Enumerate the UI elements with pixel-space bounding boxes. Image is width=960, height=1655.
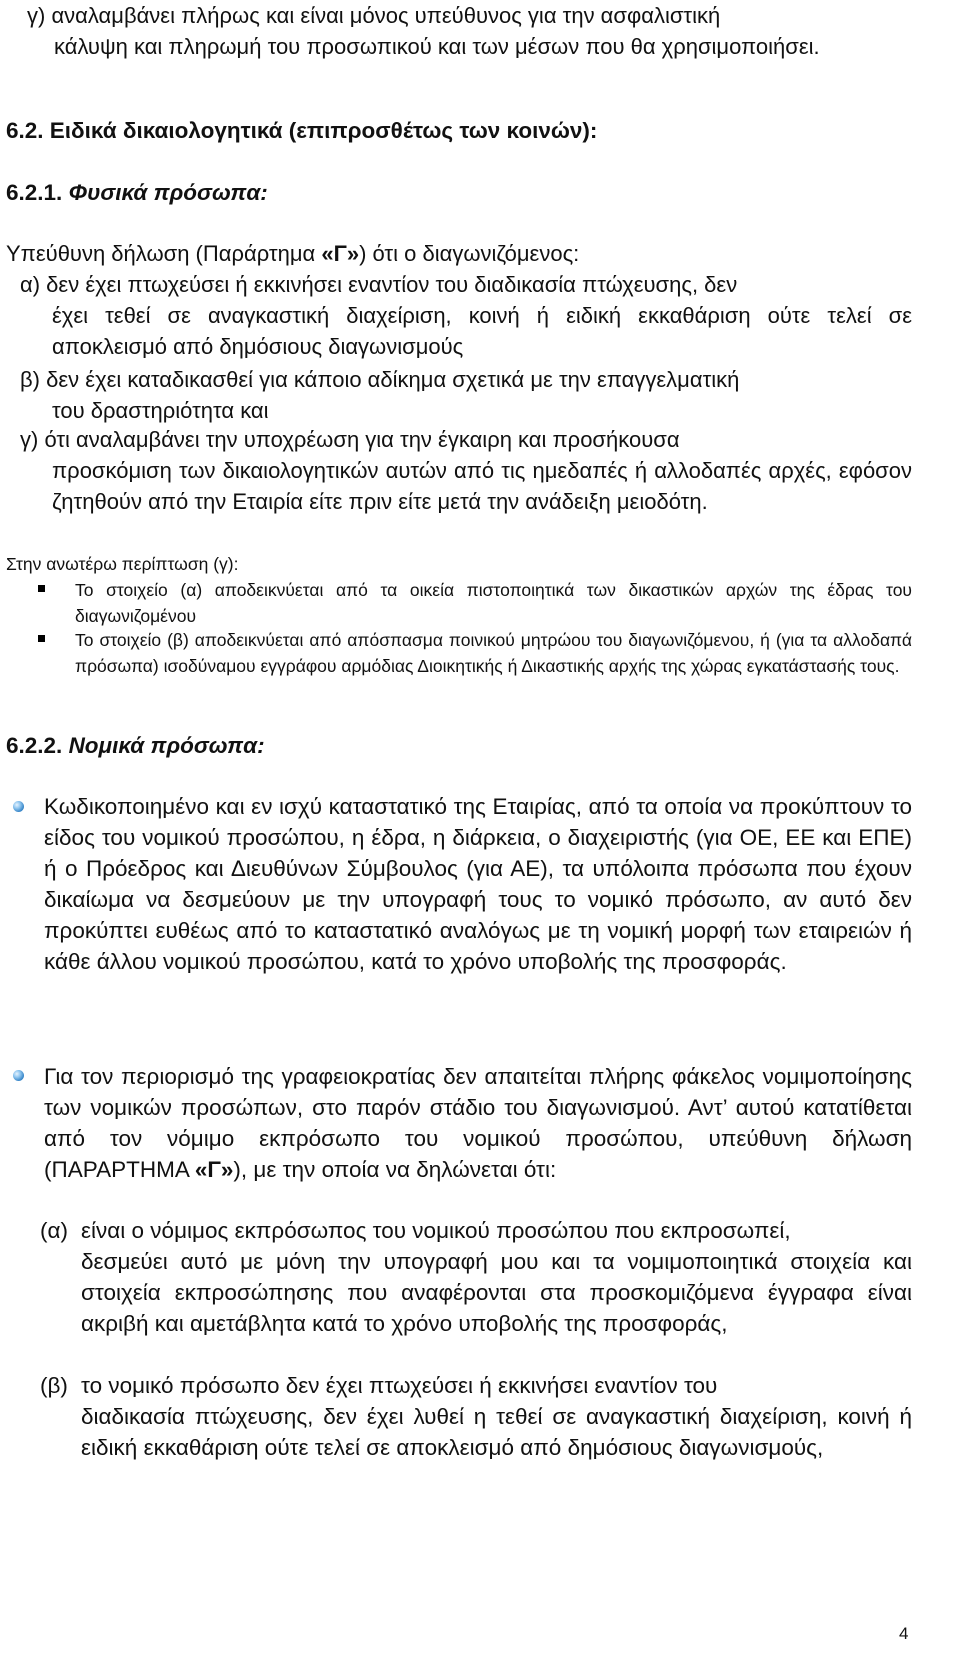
section-6-2-heading: 6.2. Ειδικά δικαιολογητικά (επιπροσθέτως των κοινών): [6, 118, 598, 143]
decl-item-a-first: α) δεν έχει πτωχεύσει ή εκκινήσει εναντίον του διαδικασία πτώχευσης, δεν [20, 272, 738, 297]
legal-item-b-first: το νομικό πρόσωπο δεν έχει πτωχεύσει ή εκκινήσει εναντίον του [81, 1373, 718, 1398]
section-6-2-2-title: Νομικά πρόσωπα: [68, 733, 265, 758]
page-number: 4 [899, 1624, 909, 1643]
declaration-intro [6, 238, 912, 269]
decl-item-b-first: β) δεν έχει καταδικασθεί για κάποιο αδίκημα σχετικά με την επαγγελματική [20, 367, 740, 392]
legal-declaration-text: Για τον περιορισμό της γραφειοκρατίας δεν απαιτείται πλήρης φάκελος νομιμοποίησης των νομικών προσώπων, στο παρόν στάδιο του διαγωνισμού. Αντ’ αυτού κατατίθεται από τον νόμιμο εκπρόσωπο του νομικού προσώπου, υπεύθυνη δήλωση (ΠΑΡΑΡΤΗΜΑ [44, 1064, 912, 1182]
legal-item-a-label: (α) [40, 1218, 68, 1243]
decl-item-g-first: γ) ότι αναλαμβάνει την υποχρέωση για την έγκαιρη και προσήκουσα [20, 427, 680, 452]
legal-item-a-first: είναι ο νόμιμος εκπρόσωπος του νομικού προσώπου που εκπροσωπεί, [81, 1218, 791, 1243]
section-6-2-1-number: 6.2.1. [6, 180, 63, 205]
legal-item-b-label: (β) [40, 1373, 68, 1398]
decl-item-a-rest: έχει τεθεί σε αναγκαστική διαχείριση, κοινή ή ειδική εκκαθάριση ούτε τελεί σε αποκλεισμό από δημόσιους διαγωνισμούς [52, 303, 912, 359]
declaration-intro-text: Υπεύθυνη δήλωση (Παράρτημα [6, 241, 322, 266]
declaration-intro-tail: ) ότι ο διαγωνιζόμενος: [359, 241, 580, 266]
square-bullet-icon [38, 585, 45, 592]
blue-ball-bullet-icon [13, 1070, 24, 1081]
case-g-item-1: Το στοιχείο (α) αποδεικνύεται από τα οικεία πιστοποιητικά των δικαστικών αρχών της έδρας του διαγωνιζομένου [75, 580, 912, 626]
section-6-2-2-heading [6, 733, 265, 759]
decl-item-b-rest: του δραστηριότητα και [52, 398, 269, 423]
legal-statute-paragraph: Κωδικοποιημένο και εν ισχύ καταστατικό της Εταιρίας, από τα οποία να προκύπτουν το είδος του νομικού προσώπου, η έδρα, η διάρκεια, ο διαχειριστής (για ΟΕ, ΕΕ και ΕΠΕ) ή ο Πρόεδρος και Διευθύνων Σύμβουλος (για ΑΕ), τα υπόλοιπα πρόσωπα που έχουν δικαίωμα να δεσμεύουν με την υπογραφή τους το νομικό πρόσωπο, αν αυτό δεν προκύπτει ευθέως από το καταστατικό αναλόγως με τη νομική μορφή των εταιρειών ή κάθε άλλου νομικού προσώπου, κατά το χρόνο υποβολής της προσφοράς. [44, 794, 912, 974]
annex-ref: «Γ» [194, 1157, 234, 1182]
legal-declaration-paragraph [44, 1061, 912, 1185]
section-6-2-1-title: Φυσικά πρόσωπα: [68, 180, 268, 205]
case-g-intro: Στην ανωτέρω περίπτωση (γ): [6, 554, 239, 574]
item-g-continuation: κάλυψη και πληρωμή του προσωπικού και των μέσων που θα χρησιμοποιήσει. [54, 34, 820, 59]
legal-item-b-rest: διαδικασία πτώχευσης, δεν έχει λυθεί η τεθεί σε αναγκαστική διαχείριση, κοινή ή ειδική εκκαθάριση ούτε τελεί σε αποκλεισμό από δημόσιους διαγωνισμούς, [81, 1404, 912, 1460]
legal-declaration-tail: ), με την οποία να δηλώνεται ότι: [233, 1157, 557, 1182]
decl-item-g-rest: προσκόμιση των δικαιολογητικών αυτών από τις ημεδαπές ή αλλοδαπές αρχές, εφόσον ζητηθούν από την Εταιρία είτε πριν είτε μετά την ανάδειξη μειοδότη. [52, 458, 912, 514]
legal-item-a-rest: δεσμεύει αυτό με μόνη την υπογραφή μου και τα νομιμοποιητικά στοιχεία και στοιχεία εκπροσώπησης που αναφέρονται στα προσκομιζόμενα έγγραφα είναι ακριβή και αμετάβλητα κατά το χρόνο υποβολής της προσφοράς, [81, 1249, 912, 1336]
annex-ref: «Γ» [321, 241, 360, 266]
case-g-item-2: Το στοιχείο (β) αποδεικνύεται από απόσπασμα ποινικού μητρώου του διαγωνιζόμενου, ή (για τα αλλοδαπά πρόσωπα) ισοδύναμου εγγράφου αρμόδιας Διοικητικής ή Δικαστικής αρχής της χώρας εγκατάστασής τους. [75, 630, 912, 676]
item-g-first-line: γ) αναλαμβάνει πλήρως και είναι μόνος υπεύθυνος για την ασφαλιστική [27, 3, 721, 28]
section-6-2-2-number: 6.2.2. [6, 733, 63, 758]
square-bullet-icon [38, 635, 45, 642]
blue-ball-bullet-icon [13, 801, 24, 812]
section-6-2-1-heading [6, 180, 268, 206]
